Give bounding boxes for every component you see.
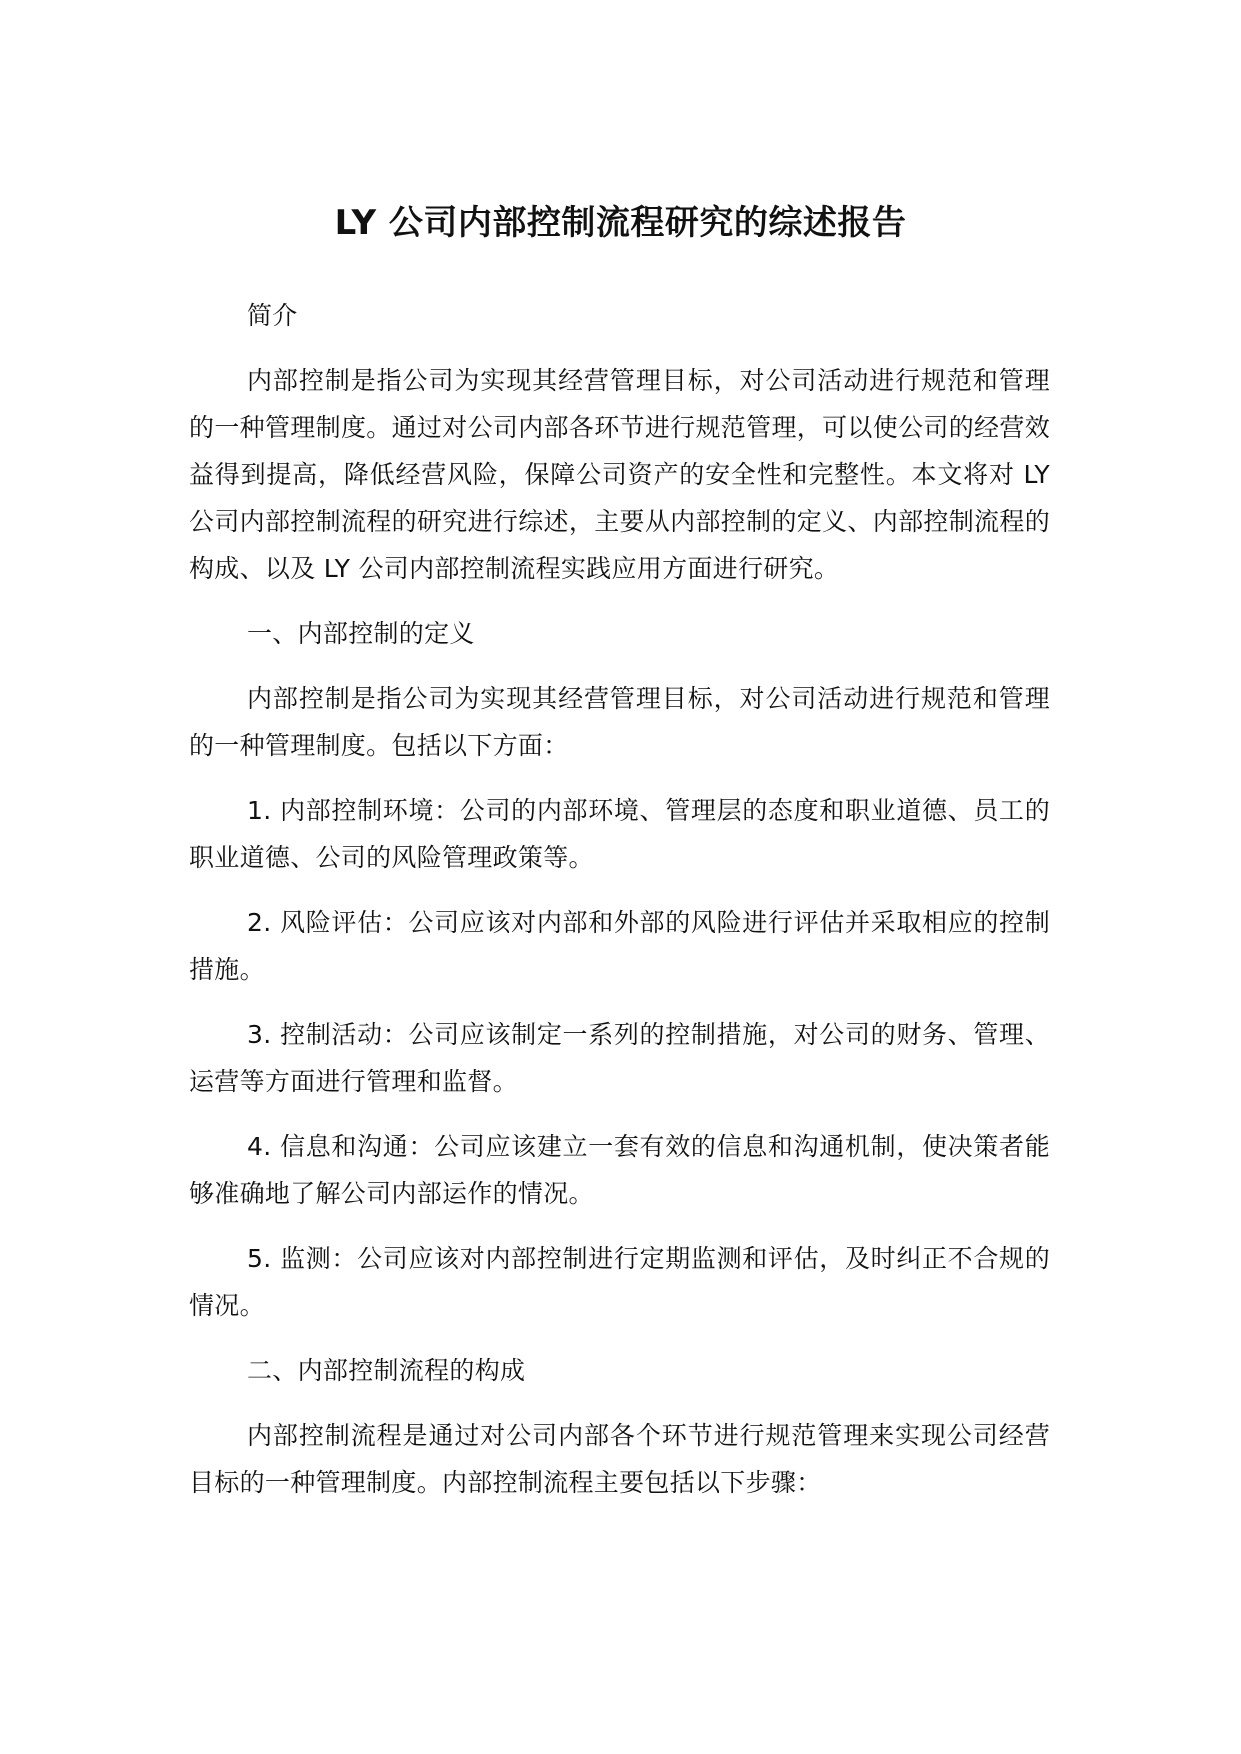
list-item-control-environment: 1. 内部控制环境：公司的内部环境、管理层的态度和职业道德、员工的职业道德、公司的风险管理政策等。 bbox=[189, 796, 1050, 872]
list-item-control-activities: 3. 控制活动：公司应该制定一系列的控制措施，对公司的财务、管理、运营等方面进行管理和监督。 bbox=[189, 1020, 1050, 1096]
paragraph-process-composition: 内部控制流程是通过对公司内部各个环节进行规范管理来实现公司经营目标的一种管理制度。内部控制流程主要包括以下步骤： bbox=[189, 1421, 1050, 1497]
list-item-risk-assessment: 2. 风险评估：公司应该对内部和外部的风险进行评估并采取相应的控制措施。 bbox=[189, 908, 1050, 984]
section-heading-definition: 一、内部控制的定义 bbox=[247, 619, 475, 648]
document-title: LY 公司内部控制流程研究的综述报告 bbox=[334, 202, 907, 243]
section-heading-process-composition: 二、内部控制流程的构成 bbox=[247, 1356, 526, 1385]
paragraph-intro: 内部控制是指公司为实现其经营管理目标，对公司活动进行规范和管理的一种管理制度。通过对公司内部各环节进行规范管理，可以使公司的经营效益得到提高，降低经营风险，保障公司资产的安全性和完整性。本文将对 LY 公司内部控制流程的研究进行综述，主要从内部控制的定义、内部控制流程的构成、以及 LY 公司内部控制流程实践应用方面进行研究。 bbox=[189, 366, 1050, 583]
list-item-information-communication: 4. 信息和沟通：公司应该建立一套有效的信息和沟通机制，使决策者能够准确地了解公司内部运作的情况。 bbox=[189, 1132, 1050, 1208]
list-item-monitoring: 5. 监测：公司应该对内部控制进行定期监测和评估，及时纠正不合规的情况。 bbox=[189, 1244, 1050, 1320]
document-body bbox=[189, 292, 1050, 1524]
section-heading-intro: 简介 bbox=[247, 301, 298, 330]
paragraph-definition: 内部控制是指公司为实现其经营管理目标，对公司活动进行规范和管理的一种管理制度。包括以下方面： bbox=[189, 684, 1050, 760]
